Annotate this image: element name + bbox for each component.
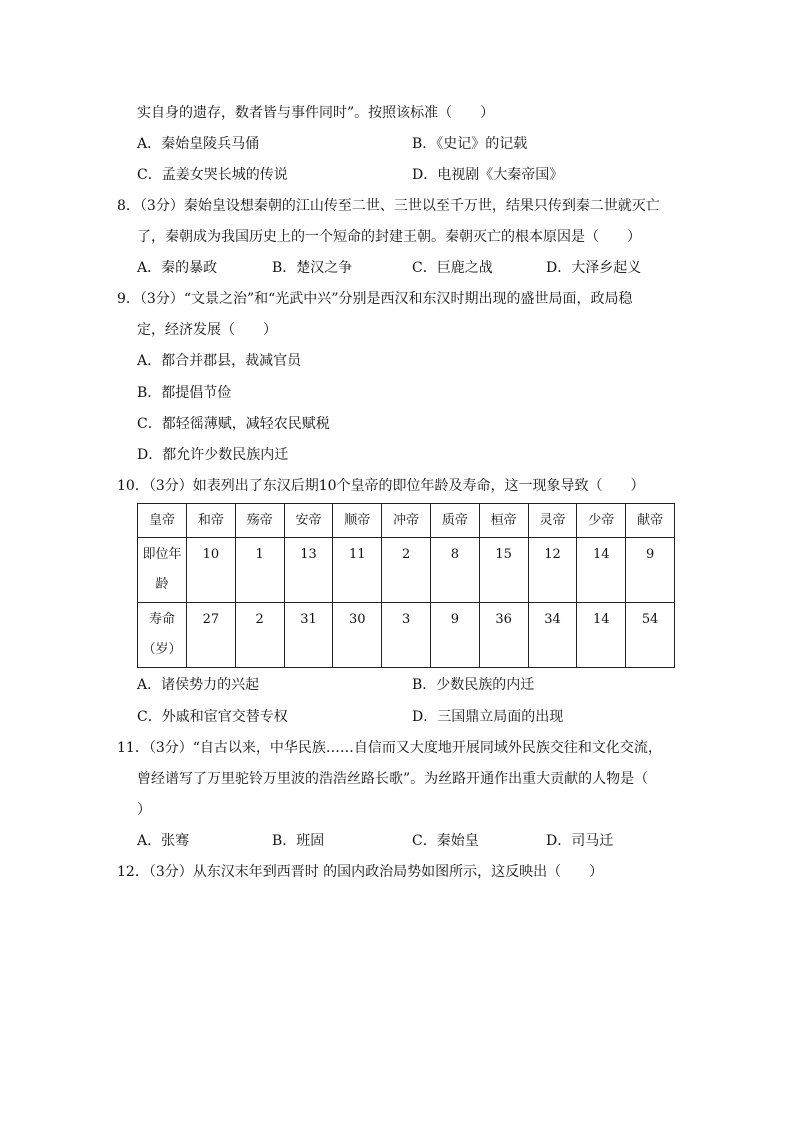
table-header-cell: 少帝 — [577, 504, 626, 538]
table-cell — [577, 603, 626, 668]
cell-value: 15 — [495, 547, 512, 562]
q7-option-b[interactable]: B．《史记》的记载 — [412, 136, 528, 152]
table-header-cell: 灵帝 — [528, 504, 577, 538]
row-label-line: 寿命 — [148, 612, 175, 627]
q11-stem-line1: 11．（3分）“自古以来，中华民族……自信而又大度地开展同域外民族交往和文化交流， — [117, 740, 662, 756]
row-label-line: （岁） — [142, 642, 182, 657]
table-cell — [187, 538, 236, 603]
q7-option-c[interactable]: C．孟姜女哭长城的传说 — [137, 167, 288, 183]
q11-stem-line3: ） — [137, 802, 151, 818]
table-header-cell: 和帝 — [187, 504, 236, 538]
q8-option-d[interactable]: D．大泽乡起义 — [546, 260, 642, 276]
q8-stem-line2: 了，秦朝成为我国历史上的一个短命的封建王朝。秦朝灭亡的根本原因是（ ） — [137, 229, 641, 245]
cell-value: 34 — [544, 612, 561, 627]
cell-value: 12 — [544, 547, 561, 562]
cell-value: 27 — [202, 612, 220, 627]
cell-value: 1 — [255, 547, 264, 562]
table-cell — [187, 603, 236, 668]
table-header-cell: 桓帝 — [479, 504, 528, 538]
q10-option-a[interactable]: A．诸侯势力的兴起 — [137, 677, 260, 693]
q11-option-c[interactable]: C．秦始皇 — [412, 833, 479, 849]
table-header-cell: 顺帝 — [333, 504, 382, 538]
table-header-cell: 殇帝 — [235, 504, 284, 538]
q7-stem-tail: 实自身的遗存，数者皆与事件同时”。按照该标准（ ） — [137, 105, 495, 121]
q10-stem-line1: 10．（3分）如表列出了东汉后期10个皇帝的即位年龄及寿命，这一现象导致（ ） — [117, 478, 645, 494]
table-header-cell: 冲帝 — [382, 504, 431, 538]
cell-value: 2 — [255, 612, 264, 627]
table-cell — [577, 538, 626, 603]
cell-value: 13 — [300, 547, 317, 562]
q9-option-a[interactable]: A．都合并郡县，裁减官员 — [137, 353, 302, 369]
cell-value: 10 — [202, 547, 220, 562]
table-cell — [235, 603, 284, 668]
q9-option-c[interactable]: C．都轻徭薄赋，减轻农民赋税 — [137, 416, 330, 432]
table-cell — [626, 603, 675, 668]
table-cell — [430, 603, 479, 668]
table-row-label-age — [138, 538, 187, 603]
cell-value: 8 — [450, 547, 460, 562]
table-header-cell: 献帝 — [626, 504, 675, 538]
q7-option-a[interactable]: A．秦始皇陵兵马俑 — [137, 136, 260, 152]
table-row — [138, 538, 675, 603]
cell-value: 9 — [645, 547, 655, 562]
q8-option-c[interactable]: C．巨鹿之战 — [412, 260, 493, 276]
cell-value: 9 — [450, 612, 460, 627]
q12-stem-line1: 12．（3分）从东汉末年到西晋时 的国内政治局势如图所示，这反映出（ ） — [117, 864, 604, 880]
q7-option-d[interactable]: D．电视剧《大秦帝国》 — [412, 167, 564, 183]
emperor-table — [137, 503, 675, 668]
table-cell — [333, 538, 382, 603]
table-cell — [479, 603, 528, 668]
table-cell — [430, 538, 479, 603]
cell-value: 3 — [401, 612, 411, 627]
q9-option-b[interactable]: B．都提倡节俭 — [137, 385, 232, 401]
cell-value: 30 — [349, 612, 366, 627]
q8-stem-line1: 8．（3分）秦始皇设想秦朝的江山传至二世、三世以至千万世，结果只传到秦二世就灭亡 — [117, 198, 660, 214]
table-cell — [284, 603, 333, 668]
q10-option-d[interactable]: D．三国鼎立局面的出现 — [412, 709, 564, 725]
cell-value: 36 — [495, 612, 512, 627]
table-header-cell: 质帝 — [430, 504, 479, 538]
table-header-label: 皇帝 — [138, 504, 187, 538]
table-cell — [235, 538, 284, 603]
q8-option-b[interactable]: B．楚汉之争 — [272, 260, 353, 276]
q10-option-b[interactable]: B．少数民族的内迁 — [412, 677, 535, 693]
table-cell — [382, 603, 431, 668]
table-row — [138, 504, 675, 538]
table-cell — [382, 538, 431, 603]
table-cell — [479, 538, 528, 603]
q11-stem-line2: 曾经谱写了万里驼铃万里波的浩浩丝路长歌”。为丝路开通作出重大贡献的人物是（ — [137, 771, 649, 787]
row-label-line: 龄 — [155, 577, 169, 592]
table-row — [138, 603, 675, 668]
q11-option-d[interactable]: D．司马迁 — [546, 833, 614, 849]
q11-option-a[interactable]: A．张骞 — [137, 833, 190, 849]
cell-value: 2 — [401, 547, 411, 562]
cell-value: 14 — [593, 547, 610, 562]
q8-option-a[interactable]: A．秦的暴政 — [137, 260, 218, 276]
q11-option-b[interactable]: B．班固 — [272, 833, 325, 849]
table-cell — [528, 603, 577, 668]
row-label-line: 即位年 — [142, 547, 182, 562]
q9-stem-line1: 9．（3分）“文景之治”和“光武中兴”分别是西汉和东汉时期出现的盛世局面，政局稳 — [117, 291, 633, 307]
cell-value: 31 — [300, 612, 317, 627]
table-row-label-lifespan — [138, 603, 187, 668]
q10-option-c[interactable]: C．外戚和宦官交替专权 — [137, 709, 288, 725]
q9-option-d[interactable]: D．都允许少数民族内迁 — [137, 447, 289, 463]
table-cell — [528, 538, 577, 603]
cell-value: 54 — [641, 612, 659, 627]
table-cell — [626, 538, 675, 603]
cell-value: 11 — [349, 547, 366, 562]
table-header-cell: 安帝 — [284, 504, 333, 538]
table-cell — [333, 603, 382, 668]
q9-stem-line2: 定，经济发展（ ） — [137, 322, 277, 338]
cell-value: 14 — [593, 612, 610, 627]
table-cell — [284, 538, 333, 603]
